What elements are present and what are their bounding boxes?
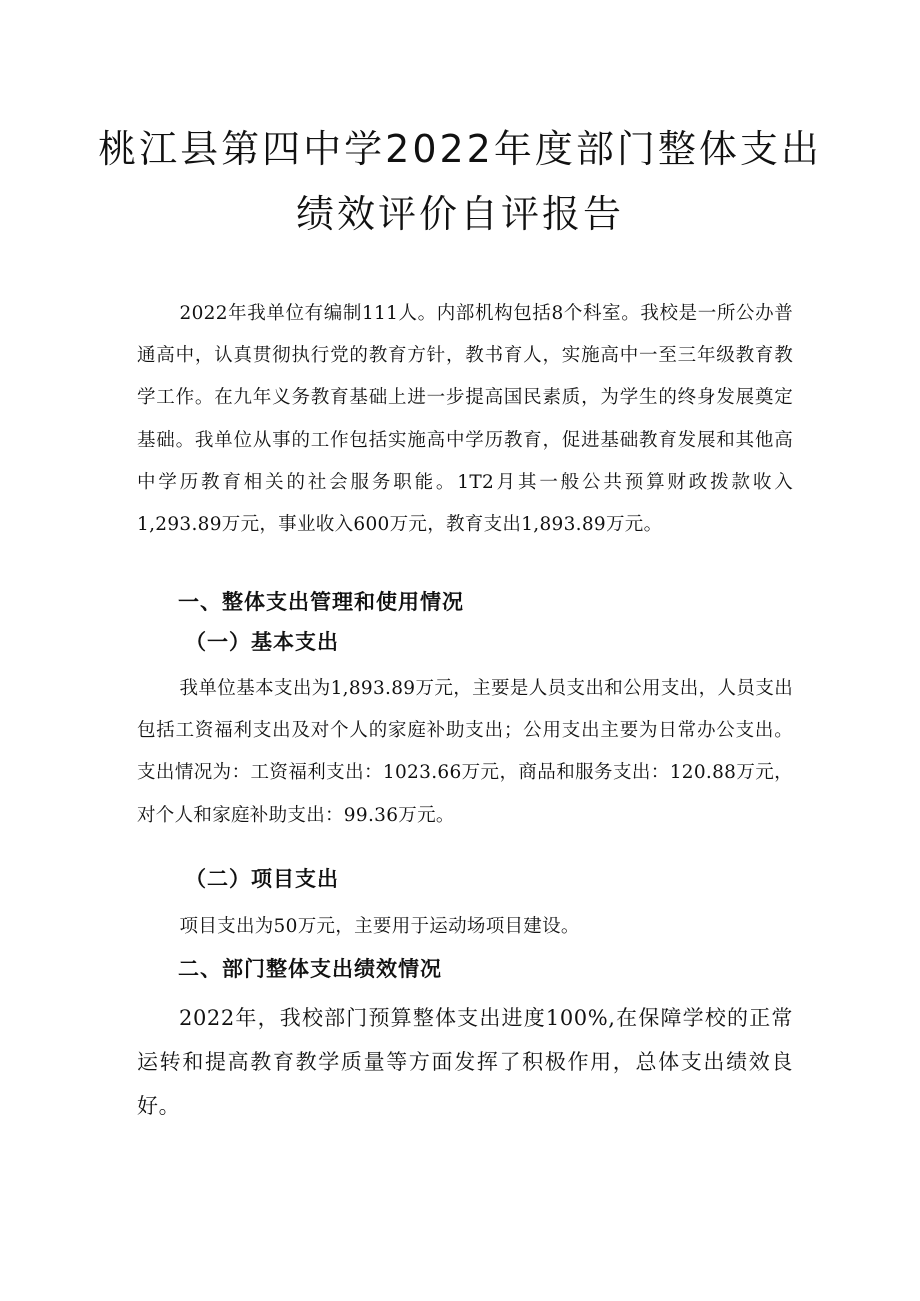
section1-heading: 一、整体支出管理和使用情况 bbox=[178, 589, 464, 614]
document-title-line1: 桃江县第四中学2022年度部门整体支出 bbox=[98, 127, 822, 171]
section2-heading: 二、部门整体支出绩效情况 bbox=[178, 956, 442, 981]
performance-paragraph: 2022年，我校部门预算整体支出进度100%,在保障学校的正常运转和提高教育教学质量等方面发挥了积极作用，总体支出绩效良好。 bbox=[137, 1006, 793, 1118]
basic-expenditure-paragraph: 我单位基本支出为1,893.89万元，主要是人员支出和公用支出，人员支出包括工资福利支出及对个人的家庭补助支出；公用支出主要为日常办公支出。支出情况为：工资福利支出：1023.66万元，商品和服务支出：120.88万元，对个人和家庭补助支出：99.36万元。 bbox=[137, 678, 793, 826]
document-title-line2: 绩效评价自评报告 bbox=[295, 192, 624, 236]
section1-sub1-heading: （一）基本支出 bbox=[185, 629, 339, 654]
intro-paragraph: 2022年我单位有编制111人。内部机构包括8个科室。我校是一所公办普通高中，认真贯彻执行党的教育方针，教书育人，实施高中一至三年级教育教学工作。在九年义务教育基础上进一步提高国民素质，为学生的终身发展奠定基础。我单位从事的工作包括实施高中学历教育，促进基础教育发展和其他高中学历教育相关的社会服务职能。1T2月其一般公共预算财政拨款收入1,293.89万元，事业收入600万元，教育支出1,893.89万元。 bbox=[137, 303, 793, 536]
project-expenditure-paragraph: 项目支出为50万元，主要用于运动场项目建设。 bbox=[179, 916, 580, 937]
section1-sub2-heading: （二）项目支出 bbox=[185, 866, 339, 891]
